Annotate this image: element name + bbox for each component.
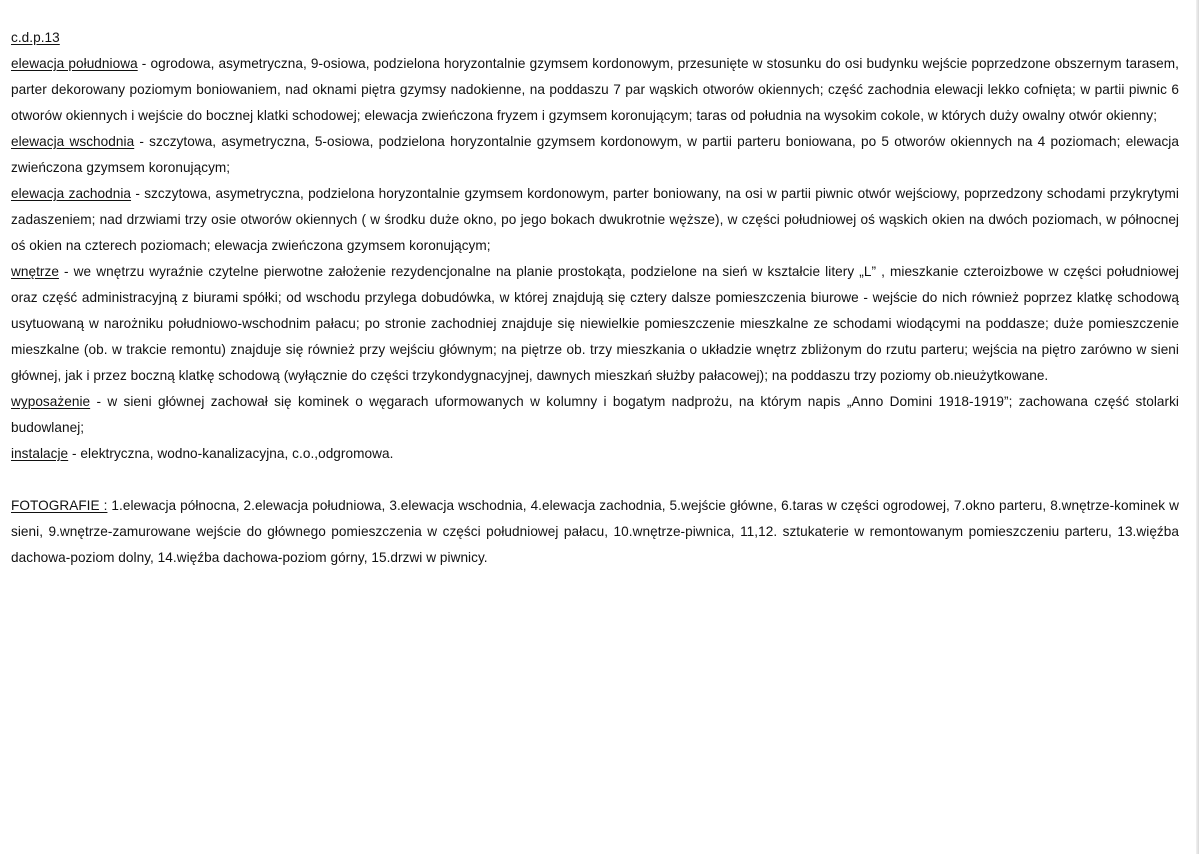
photos-text: 1.elewacja północna, 2.elewacja południowa, 3.elewacja wschodnia, 4.elewacja zachodnia, 5.wejście główne, 6.taras w części ogrodowej, 7.okno parteru, 8.wnętrze-kominek w sieni, 9.wnętrze-zamurowane wejście do głównego pomieszczenia w części południowej pałacu, 10.wnętrze-piwnica, 11,12. sztukaterie w remontowanym pomieszczeniu parteru, 13.więźba dachowa-poziom dolny, 14.więźba dachowa-poziom górny, 15.drzwi w piwnicy.	[11, 498, 1179, 565]
section-east-elevation	[11, 129, 1179, 181]
document-heading: c.d.p.13	[11, 30, 60, 45]
section-key: elewacja wschodnia	[11, 134, 135, 149]
document-body	[11, 25, 1179, 571]
section-text: - szczytowa, asymetryczna, podzielona horyzontalnie gzymsem kordonowym, parter boniowany, na osi w partii piwnic otwór wejściowy, poprzedzony schodami przykrytymi zadaszeniem; nad drzwiami trzy osie otworów okiennych ( w środku duże okno, po jego bokach dwukrotnie węższe), w części południowej oś wąskich okien na dwóch poziomach, w północnej oś okien na czterech poziomach; elewacja zwieńczona gzymsem koronującym;	[11, 186, 1179, 253]
photos-label: FOTOGRAFIE :	[11, 498, 108, 513]
section-spacer	[11, 467, 1179, 493]
section-text: - w sieni głównej zachował się kominek o węgarach uformowanych w kolumny i bogatym nadprożu, na którym napis „Anno Domini 1918-1919”; zachowana część stolarki budowlanej;	[11, 394, 1179, 435]
photos-list	[11, 493, 1179, 571]
section-key: wyposażenie	[11, 394, 91, 409]
section-furnishings	[11, 389, 1179, 441]
section-key: elewacja południowa	[11, 56, 138, 71]
section-south-elevation	[11, 51, 1179, 129]
section-west-elevation	[11, 181, 1179, 259]
section-installations	[11, 441, 1179, 467]
section-text: - elektryczna, wodno-kanalizacyjna, c.o.,odgromowa.	[68, 446, 394, 461]
section-key: instalacje	[11, 446, 69, 461]
section-interior	[11, 259, 1179, 389]
heading-paragraph	[11, 25, 1179, 51]
section-key: elewacja zachodnia	[11, 186, 132, 201]
section-key: wnętrze	[11, 264, 59, 279]
section-text: - we wnętrzu wyraźnie czytelne pierwotne założenie rezydencjonalne na planie prostokąta, podzielone na sień w kształcie litery „L” , mieszkanie czteroizbowe w części południowej oraz część administracyjną z biurami spółki; od wschodu przylega dobudówka, w której znajdują się cztery dalsze pomieszczenia biurowe - wejście do nich również poprzez klatkę schodową usytuowaną w narożniku południowo-wschodnim pałacu; po stronie zachodniej znajduje się niewielkie pomieszczenie mieszkalne ze schodami wiodącymi na poddasze; duże pomieszczenie mieszkalne (ob. w trakcie remontu) znajduje się również przy wejściu głównym; na piętrze ob. trzy mieszkania o układzie wnętrz zbliżonym do rzutu parteru; wejścia na piętro zarówno w sieni głównej, jak i przez boczną klatkę schodową (wyłącznie do części trzykondygnacyjnej, dawnych mieszkań służby pałacowej); na poddaszu trzy poziomy ob.nieużytkowane.	[11, 264, 1179, 383]
section-text: - szczytowa, asymetryczna, 5-osiowa, podzielona horyzontalnie gzymsem kordonowym, w partii parteru boniowana, po 5 otworów okiennych na 4 poziomach; elewacja zwieńczona gzymsem koronującym;	[11, 134, 1179, 175]
section-text: - ogrodowa, asymetryczna, 9-osiowa, podzielona horyzontalnie gzymsem kordonowym, przesunięte w stosunku do osi budynku wejście poprzedzone obszernym tarasem, parter dekorowany poziomym boniowaniem, nad oknami piętra gzymsy nadokienne, na poddaszu 7 par wąskich otworów okiennych; część zachodnia elewacji lekko cofnięta; w partii piwnic 6 otworów okiennych i wejście do bocznej klatki schodowej; elewacja zwieńczona fryzem i gzymsem koronującym; taras od południa na wysokim cokole, w których duży owalny otwór okienny;	[11, 56, 1179, 123]
